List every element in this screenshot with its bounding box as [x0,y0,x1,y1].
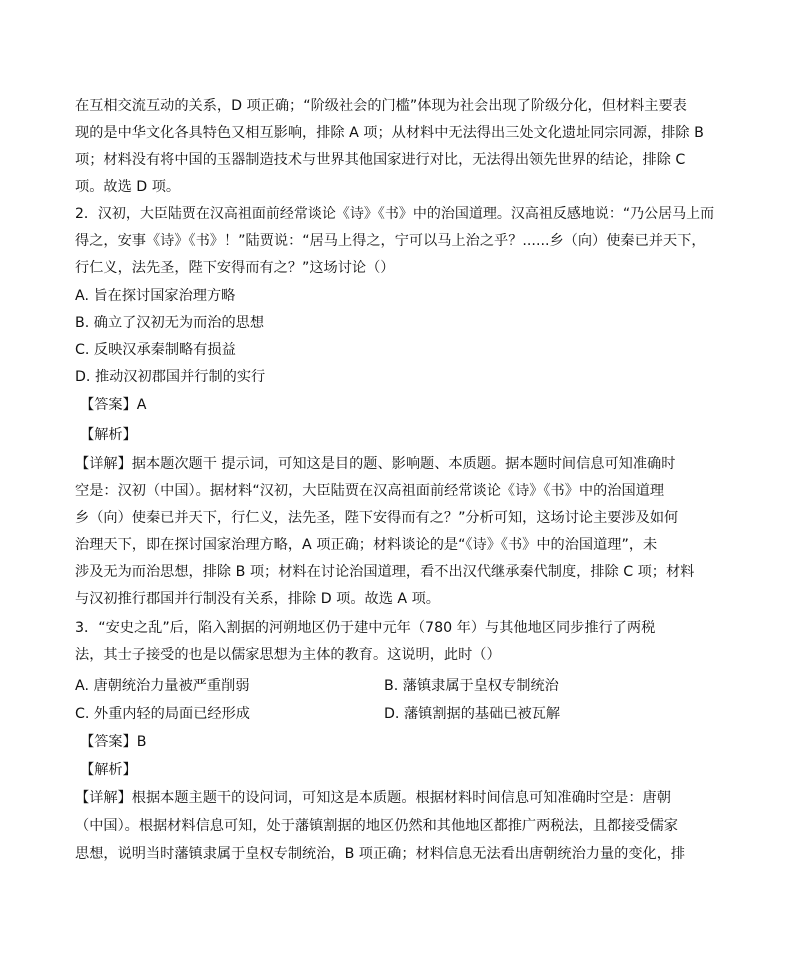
option-b: B. 藩镇隶属于皇权专制统治 [384,678,559,694]
detail-line: 思想，说明当时藩镇隶属于皇权专制统治，B 项正确；材料信息无法看出唐朝统治力量的变化，排 [75,846,686,862]
answer-label: 【答案】A [80,397,147,413]
detail-line: 空是：汉初（中国）。据材料“汉初，大臣陆贾在汉高祖面前经常谈论《诗》《书》中的治国道理 [75,483,665,499]
text-line: 项。故选 D 项。 [75,179,181,195]
detail-line: 【详解】据本题次题干 提示词，可知这是目的题、影响题、本质题。据本题时间信息可知准确时 [75,456,676,472]
analysis-label: 【解析】 [80,762,137,778]
answer-label: 【答案】B [80,734,147,750]
option-a: A. 旨在探讨国家治理方略 [75,288,236,304]
detail-line: 乡（向）使秦已并天下，行仁义，法先圣，陛下安得而有之？”分析可知，这场讨论主要涉及如何 [75,510,679,526]
option-c: C. 外重内轻的局面已经形成 [75,706,250,722]
analysis-label: 【解析】 [80,427,137,443]
option-d: D. 藩镇割据的基础已被瓦解 [384,706,561,722]
option-c: C. 反映汉承秦制略有损益 [75,342,236,358]
question-stem-line: 得之，安事《诗》《书》！”陆贾说：“居马上得之，宁可以马上治之乎？......乡（向）使秦已并天下， [75,233,706,249]
detail-line: 与汉初推行郡国并行制没有关系，排除 D 项。故选 A 项。 [75,591,440,607]
text-line: 在互相交流互动的关系，D 项正确；“阶级社会的门槛”体现为社会出现了阶级分化，但材料主要表 [75,98,687,114]
question-stem-line: 行仁义，法先圣，陛下安得而有之？”这场讨论（） [75,260,395,276]
question-stem-line: 2．汉初，大臣陆贾在汉高祖面前经常谈论《诗》《书》中的治国道理。汉高祖反感地说：“乃公居马上而 [75,206,715,222]
text-line: 项；材料没有将中国的玉器制造技术与世界其他国家进行对比，无法得出领先世界的结论，排除 C [75,152,686,168]
option-a: A. 唐朝统治力量被严重削弱 [75,678,250,694]
detail-line: 治理天下，即在探讨国家治理方略，A 项正确；材料谈论的是“《诗》《书》中的治国道理”，未 [75,537,658,553]
question-stem-line: 法，其士子接受的也是以儒家思想为主体的教育。这说明，此时（） [75,647,501,663]
detail-line: 涉及无为而治思想，排除 B 项；材料在讨论治国道理，看不出汉代继承秦代制度，排除 C 项；材料 [75,564,695,580]
text-line: 现的是中华文化各具特色又相互影响，排除 A 项；从材料中无法得出三处文化遗址同宗同源，排除 B [75,125,704,141]
option-b: B. 确立了汉初无为而治的思想 [75,315,265,331]
detail-line: 【详解】根据本题主题干的设问词，可知这是本质题。根据材料时间信息可知准确时空是：唐朝 [75,790,671,806]
option-d: D. 推动汉初郡国并行制的实行 [75,369,266,385]
question-stem-line: 3．“安史之乱”后，陷入割据的河朔地区仍于建中元年（780 年）与其他地区同步推行了两税 [75,620,656,636]
detail-line: （中国）。根据材料信息可知，处于藩镇割据的地区仍然和其他地区都推广两税法，且都接受儒家 [75,818,678,834]
